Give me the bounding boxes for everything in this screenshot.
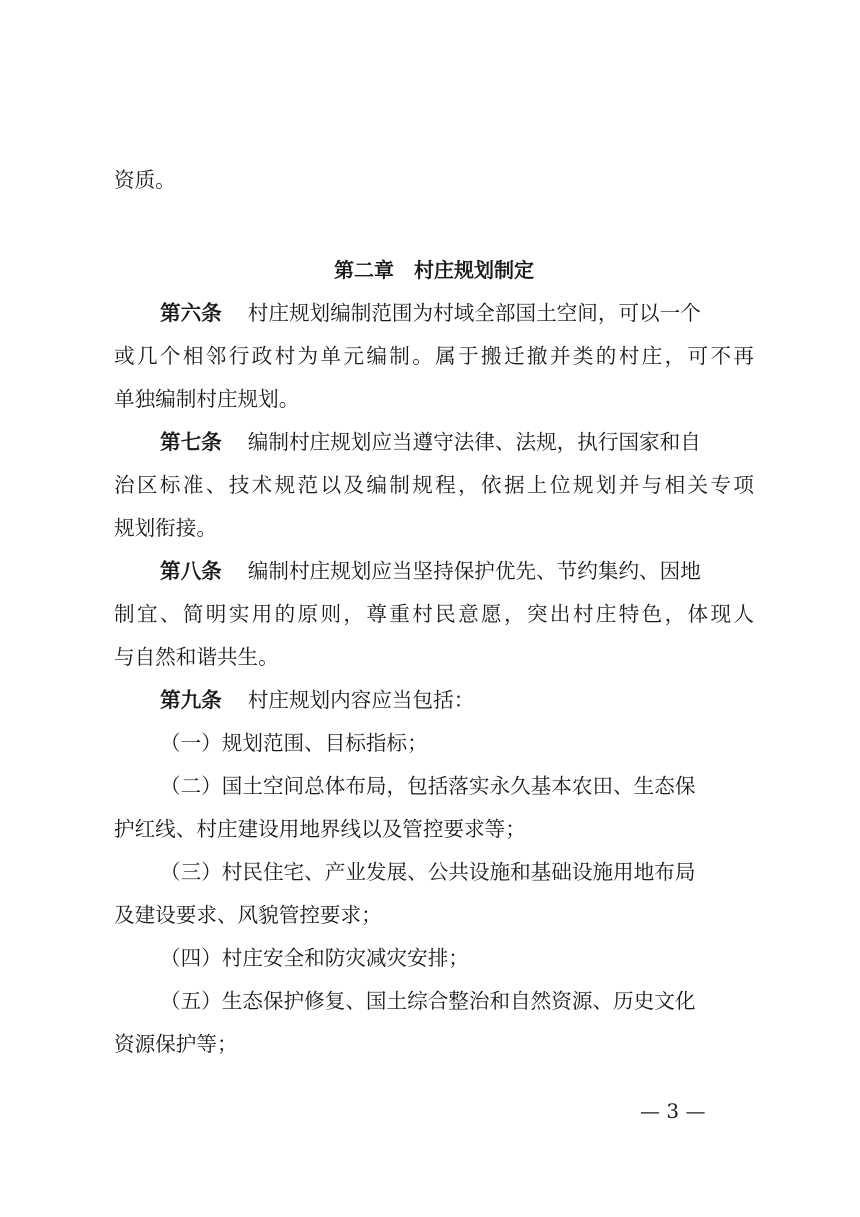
article-9-heading: 第九条	[160, 688, 222, 712]
article-6-line-3: 单独编制村庄规划。	[114, 387, 300, 411]
article-6-line-2: 或几个相邻行政村为单元编制。属于搬迁撤并类的村庄，可不再	[114, 344, 754, 368]
article-6-line-1	[160, 293, 754, 333]
item-3-line-1: （三）村民住宅、产业发展、公共设施和基础设施用地布局	[160, 860, 696, 884]
article-9-text: 村庄规划内容应当包括：	[247, 688, 475, 712]
page-number: — 3 —	[640, 1099, 706, 1123]
item-2-line-2: 护红线、村庄建设用地界线以及管控要求等；	[114, 817, 526, 841]
item-3-line-2: 及建设要求、风貌管控要求；	[114, 903, 382, 927]
article-6-heading: 第六条	[160, 301, 222, 325]
item-4-line-1: （四）村庄安全和防灾减灾安排；	[160, 946, 469, 970]
article-8-line-3: 与自然和谐共生。	[114, 645, 279, 669]
article-7-line-1	[160, 422, 754, 462]
article-7-line-3: 规划衔接。	[114, 516, 217, 540]
article-8-line-2: 制宜、简明实用的原则，尊重村民意愿，突出村庄特色，体现人	[114, 602, 754, 626]
item-5-line-1: （五）生态保护修复、国土综合整治和自然资源、历史文化	[160, 989, 696, 1013]
article-8-line-1	[160, 551, 754, 591]
intro-text-line: 资质。	[114, 168, 176, 192]
article-6-text: 村庄规划编制范围为村域全部国土空间，可以一个	[247, 301, 701, 325]
article-7-line-2: 治区标准、技术规范以及编制规程，依据上位规划并与相关专项	[114, 473, 754, 497]
article-7-heading: 第七条	[160, 430, 222, 454]
item-1-line-1: （一）规划范围、目标指标；	[160, 731, 428, 755]
item-2-line-1: （二）国土空间总体布局，包括落实永久基本农田、生态保	[160, 774, 696, 798]
item-5-line-2: 资源保护等；	[114, 1032, 238, 1056]
article-8-heading: 第八条	[160, 559, 222, 583]
article-8-text: 编制村庄规划应当坚持保护优先、节约集约、因地	[247, 559, 701, 583]
article-9-line-1	[160, 680, 754, 720]
chapter-title: 第二章 村庄规划制定	[334, 258, 534, 282]
article-7-text: 编制村庄规划应当遵守法律、法规，执行国家和自	[247, 430, 701, 454]
